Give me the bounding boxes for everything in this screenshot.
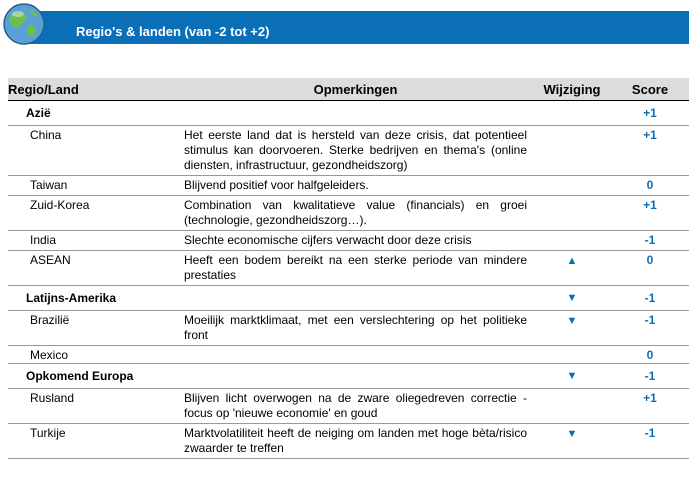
remark-cell: Combination van kwalitatieve value (financials) en groei (technologie, gezondheidszorg…). [178,196,533,231]
remark-cell: Blijvend positief voor halfgeleiders. [178,176,533,196]
column-header-region: Regio/Land [8,78,178,101]
globe-icon [2,2,46,46]
remark-cell: Het eerste land dat is hersteld van deze crisis, dat potentieel stimulus kan doorvoeren. Sterke bedrijven en thema's (online diensten, infrastructuur, gezondheidszorg) [178,126,533,176]
score-cell: -1 [611,286,689,311]
remark-cell: Moeilijk marktklimaat, met een verslechtering op het politieke front [178,311,533,346]
table-row [8,176,689,196]
change-cell [533,126,611,176]
table-row [8,196,689,231]
region-name: Opkomend Europa [8,364,178,389]
change-cell [533,389,611,424]
country-name: India [8,231,178,251]
country-name: Taiwan [8,176,178,196]
country-name: Rusland [8,389,178,424]
remark-cell: Heeft een bodem bereikt na een sterke periode van mindere prestaties [178,251,533,286]
table-row [8,424,689,459]
table-header-row [8,78,689,101]
remark-cell [178,101,533,126]
remark-cell: Slechte economische cijfers verwacht door deze crisis [178,231,533,251]
score-cell: -1 [611,364,689,389]
country-name: Mexico [8,346,178,364]
group-row-emerging-europe [8,364,689,389]
country-name: China [8,126,178,176]
table-row [8,311,689,346]
country-name: Turkije [8,424,178,459]
score-cell: +1 [611,101,689,126]
table-row [8,126,689,176]
region-name: Azië [8,101,178,126]
change-cell [533,231,611,251]
score-cell: +1 [611,126,689,176]
change-cell [533,196,611,231]
arrow-down-icon: ▼ [533,424,611,459]
group-row-asia [8,101,689,126]
country-name: Brazilië [8,311,178,346]
region-name: Latijns-Amerika [8,286,178,311]
column-header-score: Score [611,78,689,101]
remark-cell [178,286,533,311]
score-cell: +1 [611,196,689,231]
remark-cell [178,346,533,364]
arrow-down-icon: ▼ [533,364,611,389]
change-cell [533,101,611,126]
remark-cell: Blijven licht overwogen na de zware oliegedreven correctie - focus op 'nieuwe economie' en goud [178,389,533,424]
country-name: ASEAN [8,251,178,286]
column-header-remarks: Opmerkingen [178,78,533,101]
table-row [8,346,689,364]
table-row [8,251,689,286]
column-header-change: Wijziging [533,78,611,101]
score-cell: -1 [611,424,689,459]
remark-cell [178,364,533,389]
arrow-up-icon: ▲ [533,251,611,286]
title-bar [20,11,689,44]
change-cell [533,346,611,364]
score-cell: 0 [611,346,689,364]
change-cell [533,176,611,196]
table-row [8,389,689,424]
regions-table [8,78,689,459]
score-cell: 0 [611,251,689,286]
remark-cell: Marktvolatiliteit heeft de neiging om landen met hoge bèta/risico zwaarder te treffen [178,424,533,459]
page-title: Regio's & landen (van -2 tot +2) [76,24,270,39]
arrow-down-icon: ▼ [533,311,611,346]
score-cell: 0 [611,176,689,196]
group-row-latin-america [8,286,689,311]
score-cell: -1 [611,231,689,251]
country-name: Zuid-Korea [8,196,178,231]
score-cell: +1 [611,389,689,424]
table-row [8,231,689,251]
arrow-down-icon: ▼ [533,286,611,311]
score-cell: -1 [611,311,689,346]
